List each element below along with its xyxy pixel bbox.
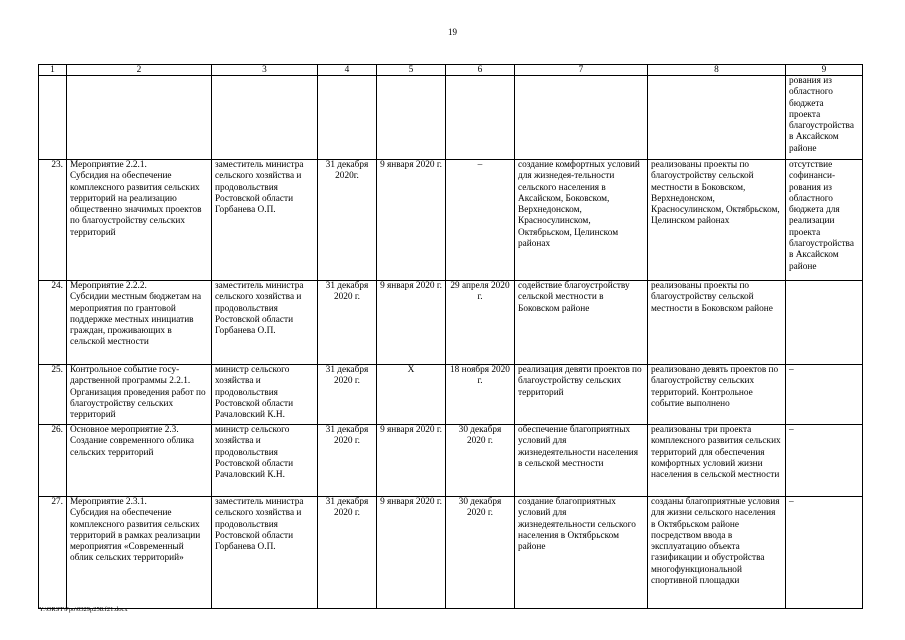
row-number-cell: 26. [39,425,67,497]
actual-date-cell: 30 декабря 2020 г. [446,425,515,497]
column-header: 3 [212,65,318,76]
planned-start-date-cell: 9 января 2020 г. [377,425,446,497]
event-name-cell: Мероприятие 2.2.1. Субсидия на обеспечение комплексного развития сельских территорий на реализацию общественно значимых проектов по благоустройству сельских территорий [67,160,212,281]
table-row [39,281,863,365]
note-cell: – [786,365,863,425]
note-cell: – [786,425,863,497]
actual-result-cell: реализованы три проекта комплексного развития сельских территорий для обеспечения комфортных условий жизни населения в сельской местности [648,425,786,497]
responsible-person-cell: заместитель министра сельского хозяйства и продовольствия Ростовской области Горбанева О.П. [212,160,318,281]
actual-date-cell: 29 апреля 2020 г. [446,281,515,365]
column-header: 7 [515,65,648,76]
event-name-cell [67,76,212,160]
responsible-person-cell: заместитель министра сельского хозяйства и продовольствия Ростовской области Горбанева О.П. [212,281,318,365]
planned-end-date-cell [318,76,377,160]
column-header: 1 [39,65,67,76]
responsible-person-cell [212,76,318,160]
column-header: 4 [318,65,377,76]
row-number-cell: 24. [39,281,67,365]
planned-start-date-cell [377,76,446,160]
column-header: 2 [67,65,212,76]
row-number-cell: 27. [39,497,67,609]
planned-end-date-cell: 31 декабря 2020г. [318,160,377,281]
planned-start-date-cell: X [377,365,446,425]
actual-date-cell [446,76,515,160]
column-header: 6 [446,65,515,76]
planned-start-date-cell: 9 января 2020 г. [377,281,446,365]
actual-result-cell: реализованы проекты по благоустройству сельской местности в Боковском районе [648,281,786,365]
table-row [39,365,863,425]
row-number-cell: 23. [39,160,67,281]
row-number-cell: 25. [39,365,67,425]
table-row [39,160,863,281]
row-number-cell [39,76,67,160]
event-name-cell: Контрольное событие госу-дарственной программы 2.2.1. Организация проведения работ по благоустройству сельских территорий [67,365,212,425]
planned-end-date-cell: 31 декабря 2020 г. [318,365,377,425]
planned-start-date-cell: 9 января 2020 г. [377,160,446,281]
actual-date-cell: 18 ноября 2020 г. [446,365,515,425]
file-path-footer: Y:\ORST\Ppo\0329p258.f21.docx [39,606,128,613]
actual-result-cell: реализованы проекты по благоустройству сельской местности в Боковском, Верхнедонском, Красносулинском, Октябрьском, Целинском районах [648,160,786,281]
planned-end-date-cell: 31 декабря 2020 г. [318,497,377,609]
table-row [39,76,863,160]
column-header: 8 [648,65,786,76]
note-cell: – [786,497,863,609]
actual-result-cell: созданы благоприятные условия для жизни сельского населения в Октябрьском районе посредством ввода в эксплуатацию объекта газификации и обустройства многофункциональной спортивной площадки [648,497,786,609]
expected-result-cell: создание благоприятных условий для жизнедеятельности сельского населения в Октябрьском районе [515,497,648,609]
page-number: 19 [448,27,457,37]
event-name-cell: Мероприятие 2.3.1. Субсидия на обеспечение комплексного развития сельских территорий в рамках реализации мероприятия «Современный облик сельских территорий» [67,497,212,609]
expected-result-cell: обеспечение благоприятных условий для жизнедеятельности населения в сельской местности [515,425,648,497]
report-table [38,64,863,609]
expected-result-cell: создание комфортных условий для жизнедея-тельности сельского населения в Аксайском, Боковском, Верхнедонском, Красносулинском, Октябрьском, Целинском районах [515,160,648,281]
actual-date-cell: 30 декабря 2020 г. [446,497,515,609]
event-name-cell: Мероприятие 2.2.2. Субсидии местным бюджетам на мероприятия по грантовой поддержке местных инициатив граждан, проживающих в сельской местности [67,281,212,365]
actual-result-cell [648,76,786,160]
column-header: 5 [377,65,446,76]
expected-result-cell: содействие благоустройству сельской местности в Боковском районе [515,281,648,365]
table-row [39,497,863,609]
planned-end-date-cell: 31 декабря 2020 г. [318,425,377,497]
event-name-cell: Основное мероприятие 2.3. Создание современного облика сельских территорий [67,425,212,497]
note-cell: рования из областного бюджета проекта благоустройства в Аксайском районе [786,76,863,160]
planned-start-date-cell: 9 января 2020 г. [377,497,446,609]
responsible-person-cell: заместитель министра сельского хозяйства и продовольствия Ростовской области Горбанева О.П. [212,497,318,609]
actual-result-cell: реализовано девять проектов по благоустройству сельских территорий. Контрольное событие выполнено [648,365,786,425]
note-cell [786,281,863,365]
expected-result-cell: реализация девяти проектов по благоустройству сельских территорий [515,365,648,425]
column-header: 9 [786,65,863,76]
note-cell: отсутствие софинанси-рования из областного бюджета для реализации проекта благоустройства в Аксайском районе [786,160,863,281]
responsible-person-cell: министр сельского хозяйства и продовольствия Ростовской области Рачаловский К.Н. [212,365,318,425]
table-row [39,425,863,497]
responsible-person-cell: министр сельского хозяйства и продовольствия Ростовской области Рачаловский К.Н. [212,425,318,497]
expected-result-cell [515,76,648,160]
column-number-row [39,65,863,76]
planned-end-date-cell: 31 декабря 2020 г. [318,281,377,365]
actual-date-cell: – [446,160,515,281]
